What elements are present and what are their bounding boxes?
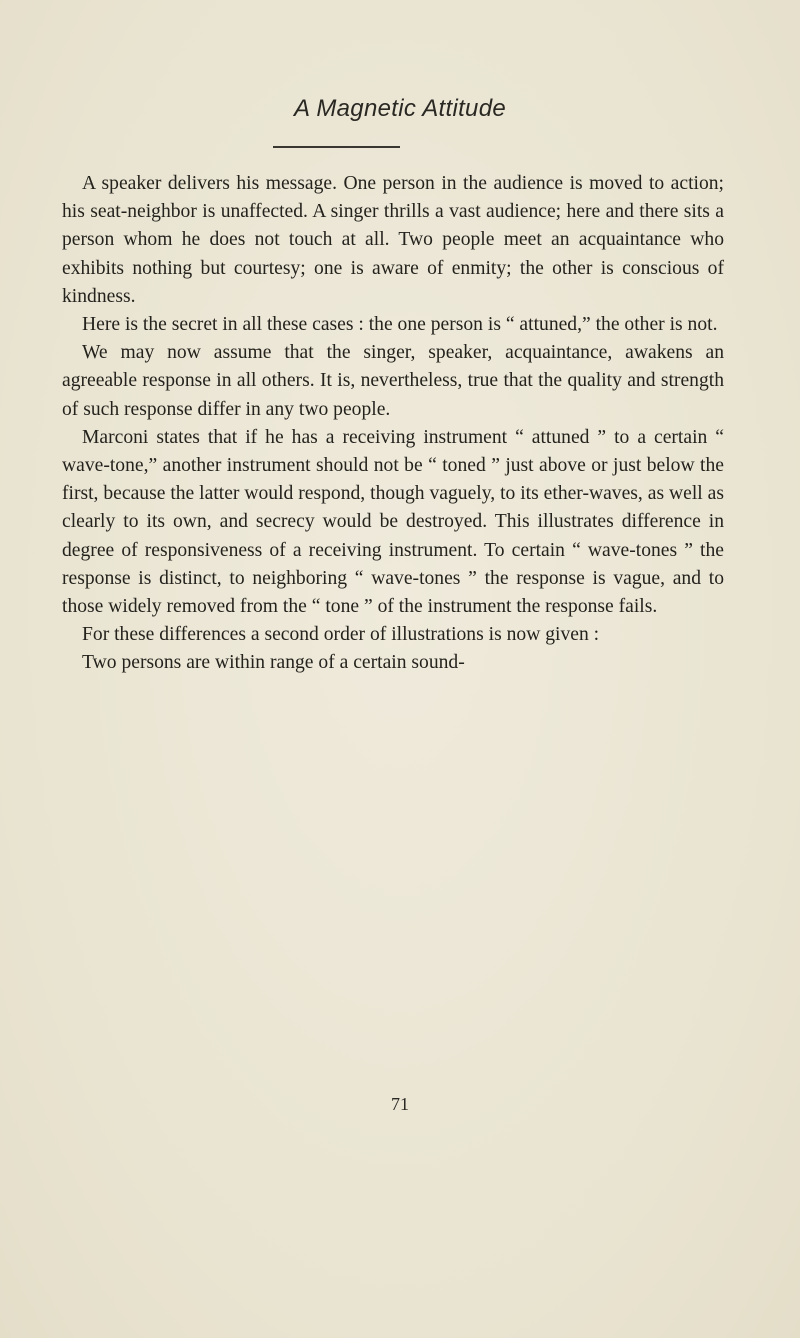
title-rule bbox=[273, 146, 400, 148]
running-head-title: A Magnetic Attitude bbox=[293, 95, 507, 122]
paragraph-2: Here is the secret in all these cases : the one person is “ attuned,” the other is not. bbox=[82, 314, 718, 336]
body-text bbox=[62, 170, 724, 678]
paragraph-3: We may now assume that the singer, speaker, acquaintance, awakens an agreeable response in all others. It is, nevertheless, true that the quality and strength of such response differ in any two people. bbox=[62, 342, 724, 420]
paragraph-5: For these differences a second order of illustrations is now given : bbox=[82, 624, 600, 646]
page-number: 71 bbox=[391, 1094, 409, 1114]
paragraph-4: Marconi states that if he has a receiving instrument “ attuned ” to a certain “ wave-tone,” another instrument should not be “ toned ” just above or just below the first, because the latter would respond, though vaguely, to its ether-waves, as well as clearly to its own, and secrecy would be destroyed. This illustrates difference in degree of responsiveness of a receiving instrument. To certain “ wave-tones ” the response is distinct, to neighboring “ wave-tones ” the response is vague, and to those widely removed from the “ tone ” of the instrument the response fails. bbox=[62, 426, 724, 618]
paragraph-1: A speaker delivers his message. One person in the audience is moved to action; his seat-neighbor is unaffected. A singer thrills a vast audience; here and there sits a person whom he does not touch at all. Two people meet an acquaintance who exhibits nothing but courtesy; one is aware of enmity; the other is conscious of kindness. bbox=[62, 173, 724, 307]
paragraph-6: Two persons are within range of a certain sound- bbox=[82, 652, 465, 674]
